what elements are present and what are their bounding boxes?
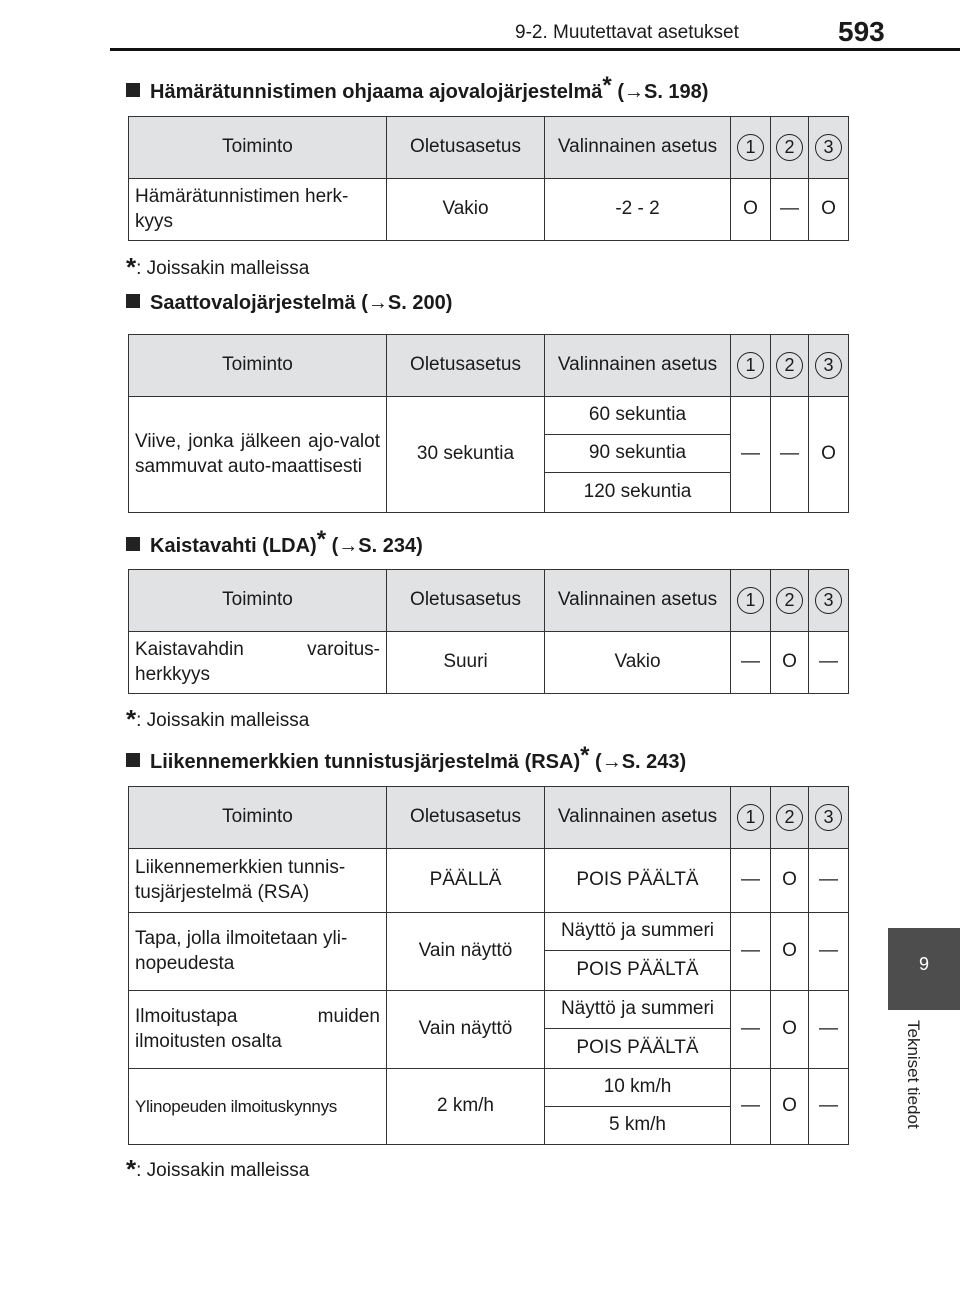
cell-c1: — xyxy=(731,1069,771,1145)
cell-function: Kaistavahdin varoitus-herkkyys xyxy=(129,632,387,694)
circled-1-icon: 1 xyxy=(737,352,764,379)
cell-c1: — xyxy=(731,632,771,694)
bullet-square-icon xyxy=(126,294,140,308)
settings-table xyxy=(128,786,849,1145)
header-options: Valinnainen asetus xyxy=(545,335,731,397)
cell-default: Vain näyttö xyxy=(387,913,545,991)
page-reference: (→S. 200) xyxy=(361,292,453,314)
header-function: Toiminto xyxy=(129,570,387,632)
table-row xyxy=(129,1069,849,1107)
circled-2-icon: 2 xyxy=(776,352,803,379)
table-header-row xyxy=(129,335,849,397)
section-title: Hämärätunnistimen ohjaama ajovalojärjestelmä xyxy=(150,81,603,103)
cell-option: 10 km/h xyxy=(545,1069,731,1107)
header-num-1 xyxy=(731,787,771,849)
cell-option: 120 sekuntia xyxy=(545,473,731,513)
footnote xyxy=(126,252,309,283)
cell-default: Suuri xyxy=(387,632,545,694)
page-number: 593 xyxy=(838,16,885,47)
cell-c1: O xyxy=(731,179,771,241)
footnote-star: * xyxy=(316,526,327,553)
cell-function: Tapa, jolla ilmoitetaan yli-nopeudesta xyxy=(129,913,387,991)
header-num-2 xyxy=(771,787,809,849)
cell-c2: — xyxy=(771,179,809,241)
header-rule xyxy=(110,48,960,51)
header-num-1 xyxy=(731,335,771,397)
section-title: Liikennemerkkien tunnistusjärjestelmä (RSA) xyxy=(150,751,581,773)
cell-option: POIS PÄÄLTÄ xyxy=(545,1029,731,1069)
header-num-2 xyxy=(771,570,809,632)
header-options: Valinnainen asetus xyxy=(545,787,731,849)
header-options: Valinnainen asetus xyxy=(545,117,731,179)
section-title: Saattovalojärjestelmä xyxy=(150,292,356,314)
cell-c2: O xyxy=(771,849,809,913)
circled-3-icon: 3 xyxy=(815,352,842,379)
circled-1-icon: 1 xyxy=(737,134,764,161)
header-function: Toiminto xyxy=(129,787,387,849)
cell-option: 90 sekuntia xyxy=(545,435,731,473)
settings-table xyxy=(128,334,849,513)
header-num-3 xyxy=(809,787,849,849)
cell-default: 2 km/h xyxy=(387,1069,545,1145)
table-row xyxy=(129,913,849,951)
header-num-3 xyxy=(809,335,849,397)
chapter-tab xyxy=(888,928,960,1010)
header-num-2 xyxy=(771,117,809,179)
footnote-star: * xyxy=(126,1154,137,1184)
header-options: Valinnainen asetus xyxy=(545,570,731,632)
header-num-1 xyxy=(731,570,771,632)
section-heading xyxy=(126,742,686,774)
circled-3-icon: 3 xyxy=(815,587,842,614)
cell-c3: — xyxy=(809,991,849,1069)
cell-c2: — xyxy=(771,397,809,513)
circled-1-icon: 1 xyxy=(737,587,764,614)
cell-option: Näyttö ja summeri xyxy=(545,991,731,1029)
header-default: Oletusasetus xyxy=(387,570,545,632)
section-heading xyxy=(126,72,708,104)
cell-c1: — xyxy=(731,913,771,991)
footnote-text: : Joissakin malleissa xyxy=(136,1160,310,1181)
footnote xyxy=(126,1154,309,1185)
header-num-2 xyxy=(771,335,809,397)
cell-default: Vain näyttö xyxy=(387,991,545,1069)
header-num-1 xyxy=(731,117,771,179)
table-row xyxy=(129,179,849,241)
footnote-star: * xyxy=(126,252,137,282)
cell-option: -2 - 2 xyxy=(545,179,731,241)
cell-c3: — xyxy=(809,913,849,991)
circled-2-icon: 2 xyxy=(776,134,803,161)
cell-function: Ilmoitustapa muiden ilmoitusten osalta xyxy=(129,991,387,1069)
cell-c1: — xyxy=(731,397,771,513)
cell-option: POIS PÄÄLTÄ xyxy=(545,849,731,913)
table-header-row xyxy=(129,117,849,179)
cell-c2: O xyxy=(771,913,809,991)
cell-default: Vakio xyxy=(387,179,545,241)
cell-function: Viive, jonka jälkeen ajo-valot sammuvat auto-maattisesti xyxy=(129,397,387,513)
cell-c3: — xyxy=(809,849,849,913)
cell-option: Näyttö ja summeri xyxy=(545,913,731,951)
footnote-text: : Joissakin malleissa xyxy=(136,258,310,279)
cell-option: Vakio xyxy=(545,632,731,694)
cell-option: POIS PÄÄLTÄ xyxy=(545,951,731,991)
cell-function: Liikennemerkkien tunnis-tusjärjestelmä (RSA) xyxy=(129,849,387,913)
settings-table xyxy=(128,569,849,694)
footnote-star: * xyxy=(126,704,137,734)
footnote-text: : Joissakin malleissa xyxy=(136,710,310,731)
cell-c1: — xyxy=(731,991,771,1069)
page-reference: (→S. 234) xyxy=(331,535,423,557)
cell-option: 60 sekuntia xyxy=(545,397,731,435)
table-row xyxy=(129,397,849,435)
header-function: Toiminto xyxy=(129,335,387,397)
page-reference: (→S. 198) xyxy=(617,81,709,103)
cell-function: Hämärätunnistimen herk-kyys xyxy=(129,179,387,241)
bullet-square-icon xyxy=(126,537,140,551)
chapter-number: 9 xyxy=(918,954,929,974)
cell-c3: O xyxy=(809,397,849,513)
footnote-star: * xyxy=(580,742,590,769)
cell-default: PÄÄLLÄ xyxy=(387,849,545,913)
circled-3-icon: 3 xyxy=(815,804,842,831)
cell-c2: O xyxy=(771,632,809,694)
table-row xyxy=(129,849,849,913)
bullet-square-icon xyxy=(126,83,140,97)
section-heading xyxy=(126,292,452,315)
footnote xyxy=(126,704,309,735)
cell-c3: O xyxy=(809,179,849,241)
header-function: Toiminto xyxy=(129,117,387,179)
cell-c2: O xyxy=(771,1069,809,1145)
cell-c3: — xyxy=(809,1069,849,1145)
header-default: Oletusasetus xyxy=(387,335,545,397)
table-header-row xyxy=(129,570,849,632)
cell-c3: — xyxy=(809,632,849,694)
circled-1-icon: 1 xyxy=(737,804,764,831)
cell-function: Ylinopeuden ilmoituskynnys xyxy=(129,1069,387,1145)
cell-option: 5 km/h xyxy=(545,1107,731,1145)
settings-table xyxy=(128,116,849,241)
circled-2-icon: 2 xyxy=(776,804,803,831)
cell-c1: — xyxy=(731,849,771,913)
section-title: Kaistavahti (LDA) xyxy=(150,535,317,557)
table-row xyxy=(129,991,849,1029)
header-num-3 xyxy=(809,117,849,179)
table-row xyxy=(129,632,849,694)
bullet-square-icon xyxy=(126,753,140,767)
header-default: Oletusasetus xyxy=(387,117,545,179)
header-num-3 xyxy=(809,570,849,632)
section-heading xyxy=(126,526,423,558)
circled-3-icon: 3 xyxy=(815,134,842,161)
footnote-star: * xyxy=(602,72,612,99)
chapter-label: Tekniset tiedot xyxy=(904,1020,923,1129)
running-header-section: 9-2. Muutettavat asetukset xyxy=(515,22,739,43)
table-header-row xyxy=(129,787,849,849)
cell-c2: O xyxy=(771,991,809,1069)
page-reference: (→S. 243) xyxy=(595,751,687,773)
cell-default: 30 sekuntia xyxy=(387,397,545,513)
circled-2-icon: 2 xyxy=(776,587,803,614)
header-default: Oletusasetus xyxy=(387,787,545,849)
